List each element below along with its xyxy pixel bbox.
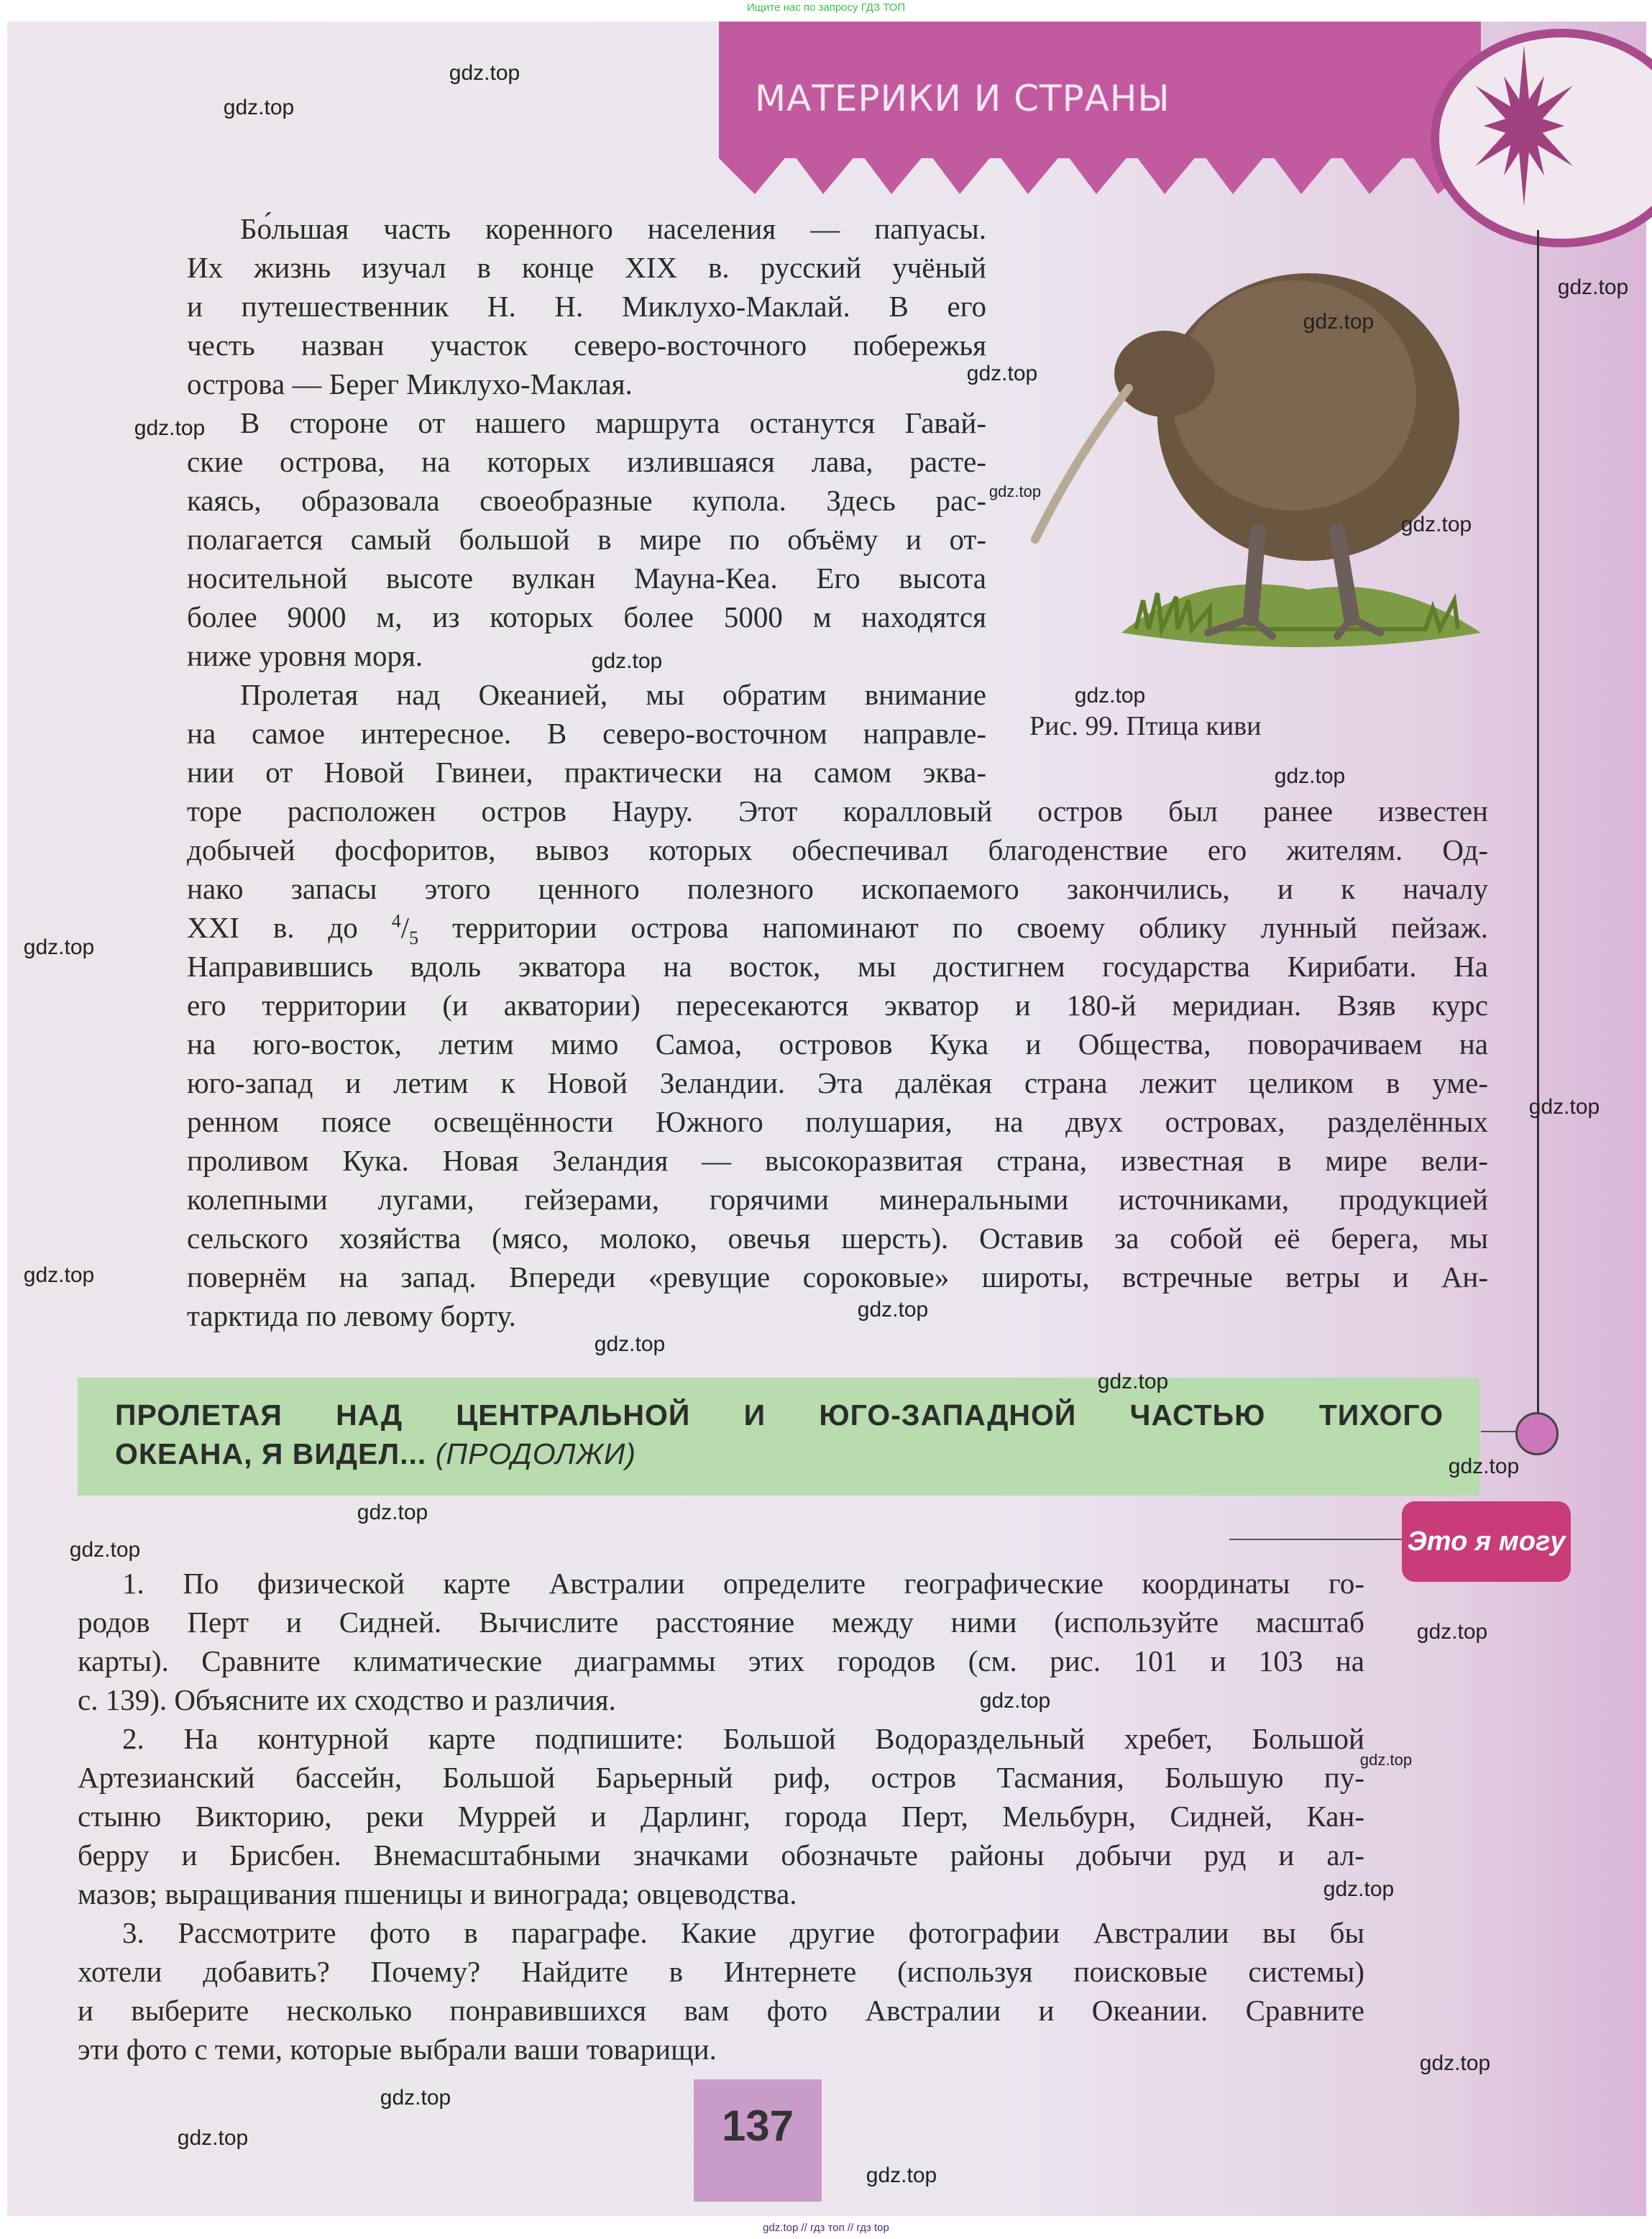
watermark: gdz.top — [1400, 513, 1472, 536]
body-line: Пролетая над Океанией, мы обратим внимание — [240, 678, 986, 711]
watermark: gdz.top — [591, 649, 663, 673]
task-line: и выберите несколько понравившихся вам фото Австралии и Океании. Сравните — [78, 1994, 1364, 2027]
task-line: 1. По физической карте Австралии определите географические координаты го- — [122, 1567, 1364, 1600]
body-line: Бо́льшая часть коренного населения — папуасы. — [240, 212, 986, 245]
task-line: мазов; выращивания пшеницы и винограда; овцеводства. — [78, 1877, 797, 1910]
watermark: gdz.top — [1448, 1455, 1520, 1478]
footer-note: gdz.top // гдз топ // гдз top — [763, 2222, 889, 2234]
page-number: 137 — [694, 2079, 822, 2202]
fraction-num: 4 — [391, 910, 401, 932]
body-line: В стороне от нашего маршрута останутся Гавай- — [240, 406, 986, 439]
badge-connector — [1229, 1539, 1402, 1540]
task-line: родов Перт и Сидней. Вычислите расстояние между ними (используйте масштаб — [78, 1606, 1364, 1639]
body-line: нако запасы этого ценного полезного ископаемого закончились, и к началу — [187, 872, 1488, 905]
skills-badge: Это я могу — [1402, 1501, 1571, 1582]
watermark: gdz.top — [69, 1538, 141, 1562]
body-line: на самое интересное. В северо-восточном направле- — [187, 717, 986, 750]
watermark: gdz.top — [380, 2086, 451, 2110]
watermark: gdz.top — [23, 935, 95, 959]
body-line: нии от Новой Гвинеи, практически на самом эква- — [187, 756, 986, 789]
watermark: gdz.top — [449, 61, 520, 85]
task-line: хотели добавить? Почему? Найдите в Интернете (используя поисковые системы) — [78, 1955, 1364, 1988]
body-line: юго-запад и летим к Новой Зеландии. Эта далёкая страна лежит целиком в уме- — [187, 1066, 1488, 1099]
task-line: 3. Рассмотрите фото в параграфе. Какие другие фотографии Австралии вы бы — [122, 1916, 1364, 1949]
star-icon — [1467, 43, 1582, 209]
watermark: gdz.top — [1557, 275, 1629, 299]
watermark: gdz.top — [357, 1501, 428, 1524]
watermark: gdz.top — [988, 482, 1042, 500]
watermark: gdz.top — [1528, 1095, 1600, 1119]
watermark: gdz.top — [1074, 684, 1146, 708]
watermark: gdz.top — [23, 1263, 95, 1287]
timeline-dot — [1515, 1412, 1559, 1455]
watermark: gdz.top — [594, 1332, 666, 1356]
body-line: Направившись вдоль экватора на восток, мы достигнем государства Кирибати. На — [187, 950, 1488, 983]
watermark: gdz.top — [979, 1689, 1051, 1713]
watermark: gdz.top — [1359, 1751, 1413, 1769]
watermark: gdz.top — [1323, 1877, 1395, 1901]
body-line: острова — Берег Миклухо-Маклая. — [187, 367, 633, 400]
section-title: МАТЕРИКИ И СТРАНЫ — [755, 78, 1170, 119]
body-line: и путешественник Н. Н. Миклухо-Маклай. В его — [187, 290, 986, 323]
task-line: карты). Сравните климатические диаграммы этих городов (см. рис. 101 и 103 на — [78, 1644, 1364, 1677]
kiwi-bird-illustration — [1021, 230, 1495, 669]
body-line: полагается самый большой в мире по объёму и от- — [187, 523, 986, 556]
task-line: 2. На контурной карте подпишите: Большой Водораздельный хребет, Большой — [122, 1722, 1364, 1755]
body-line-fraction: XXI в. до $^4/_5$ территории острова напоминают по своему облику лунный пейзаж. — [187, 910, 1488, 949]
watermark: gdz.top — [1419, 2051, 1491, 2075]
body-line: более 9000 м, из которых более 5000 м находятся — [187, 600, 986, 633]
body-line: на юго-восток, летим мимо Самоа, островов Кука и Общества, поворачиваем на — [187, 1027, 1488, 1061]
body-line: ниже уровня моря. — [187, 639, 423, 672]
prompt-continue: (ПРОДОЛЖИ) — [435, 1437, 637, 1470]
body-line: ренном поясе освещённости Южного полушария, на двух островах, разделённых — [187, 1105, 1488, 1138]
task-line: Артезианский бассейн, Большой Барьерный риф, остров Тасмания, Большую пу- — [78, 1761, 1364, 1794]
task-line: с. 139). Объясните их сходство и различия. — [78, 1683, 616, 1716]
body-line: сельского хозяйства (мясо, молоко, овечья шерсть). Оставив за собой её берега, мы — [187, 1222, 1488, 1255]
search-hint: Ищите нас по запросу ГДЗ ТОП — [746, 1, 906, 14]
body-line: честь назван участок северо-восточного побережья — [187, 329, 986, 362]
body-line: колепными лугами, гейзерами, горячими минеральными источниками, продукцией — [187, 1183, 1488, 1216]
watermark: gdz.top — [1416, 1620, 1488, 1644]
prompt-line-2 — [115, 1437, 1444, 1476]
figure-caption: Рис. 99. Птица киви — [1029, 711, 1262, 741]
body-line: торе расположен остров Науру. Этот коралловый остров был ранее известен — [187, 795, 1488, 828]
body-line: повернём на запад. Впереди «ревущие сороковые» широты, встречные ветры и Ан- — [187, 1260, 1488, 1294]
body-line: Их жизнь изучал в конце XIX в. русский учёный — [187, 251, 986, 284]
body-line: носительной высоте вулкан Мауна-Кеа. Его высота — [187, 562, 986, 595]
fraction-before: XXI в. до — [187, 911, 358, 944]
watermark: gdz.top — [966, 362, 1038, 385]
watermark: gdz.top — [134, 416, 206, 440]
task-line: стыню Викторию, реки Муррей и Дарлинг, города Перт, Мельбурн, Сидней, Кан- — [78, 1800, 1364, 1833]
zigzag-border — [719, 151, 1481, 194]
watermark: gdz.top — [1097, 1370, 1169, 1393]
body-line: его территории (и акватории) пересекаются экватор и 180-й меридиан. Взяв курс — [187, 989, 1488, 1022]
task-line: берру и Брисбен. Внемасштабными значками обозначьте районы добычи руд и ал- — [78, 1839, 1364, 1872]
task-line: эти фото с теми, которые выбрали ваши товарищи. — [78, 2033, 717, 2066]
timeline-line — [1537, 230, 1539, 1416]
watermark: gdz.top — [857, 1298, 929, 1322]
body-line: каясь, образовала своеобразные купола. Здесь рас- — [187, 484, 986, 517]
watermark: gdz.top — [866, 2164, 937, 2187]
body-line: ские острова, на которых излившаяся лава, расте- — [187, 445, 986, 478]
fraction-den: 5 — [409, 928, 419, 949]
body-line: добычей фосфоритов, вывоз которых обеспечивал благоденствие его жителям. Од- — [187, 833, 1488, 866]
body-line: проливом Кука. Новая Зеландия — высокоразвитая страна, известная в мире вели- — [187, 1144, 1488, 1177]
fraction-after: территории острова напоминают по своему облику лунный пейзаж. — [452, 911, 1488, 944]
watermark: gdz.top — [1274, 764, 1346, 788]
connector-line — [1481, 1431, 1517, 1432]
watermark: gdz.top — [1303, 310, 1375, 334]
prompt-text: ОКЕАНА, Я ВИДЕЛ... — [115, 1437, 427, 1470]
body-line: тарктида по левому борту. — [187, 1299, 516, 1332]
watermark: gdz.top — [223, 96, 295, 119]
watermark: gdz.top — [177, 2126, 249, 2150]
prompt-line-1: ПРОЛЕТАЯ НАД ЦЕНТРАЛЬНОЙ И ЮГО-ЗАПАДНОЙ ЧАСТЬЮ ТИХОГО — [115, 1398, 1444, 1432]
